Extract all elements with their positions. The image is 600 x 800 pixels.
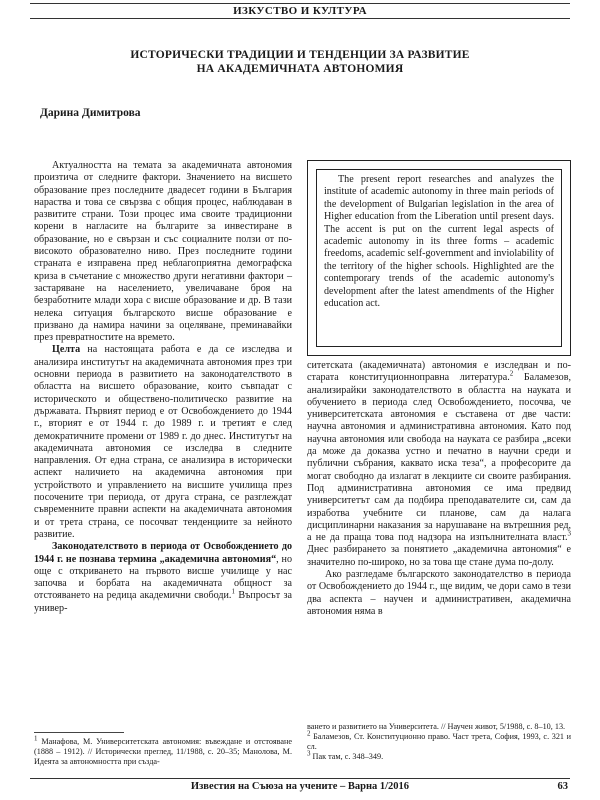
title-line-2: НА АКАДЕМИЧНАТА АВТОНОМИЯ [196,63,404,75]
legislation-tail: Въпросът за универ- [34,590,293,614]
footnote-separator [34,732,124,733]
footnote-2 [307,729,571,752]
section-header: ИЗКУСТВО И КУЛТУРА [30,3,570,19]
left-column [34,160,292,615]
journal-footer: Известия на Съюза на учените – Варна 1/2016 [190,781,410,792]
intro-paragraph: Актуалността на темата за академичната автономия произтича от следните фактори. Значението на висшето образование през последните двадесет години в България нараства и това се свързва с общия процес, наблюдаван в развитите страни. Този процес има своите традиционни корени в нагласите на българите за инвестиране в образование, но е свързан и със социалните ползи от по-високото образователно ниво. През последните години страната е изправена пред неблагоприятна демографска криза в съчетание с множество други негативни фактори – застаряване на населението, увеличаване броя на безработните млади хора с висше образование и др. В тази нелека ситуация българското висше образование е призвано да намира начини за оцеляване, преминавайки през превратностите на времето. [34,160,292,344]
footnote-1-continued: ването и развитието на Университета. // Научен живот, 5/1988, с. 8–10, 13. [307,722,566,731]
author-name: Дарина Димитрова [40,107,141,119]
abstract-inner-frame [316,169,562,347]
footnote-3-text: Пак там, с. 348–349. [310,752,384,761]
continuation-text-c: Днес разбирането за понятието „академична автономия“ е значително по-широко, но за това ще стане дума по-долу. [307,544,571,568]
footnote-1-text: Манафова, М. Университетската автономия: въвеждане и отстояване (1888 – 1912). // Исторически преглед, 11/1988, с. 20–35; Манолова, М. Идеята за автономността при създа- [34,737,292,766]
legislation-text: , но още с откриването на първото висше училище у нас започва и борбата на академичната общност за отстояването на редица академични свободи. [34,553,292,602]
right-column [307,360,571,618]
footnote-ref-1[interactable]: 1 [231,588,235,597]
abstract-box [307,160,571,356]
legislation-lead: Законодателството в периода от Освобождението до 1944 г. не познава термина „академична автономия“ [34,541,292,565]
continuation-text-a: ситетската (академичната) автономия е изследван и по-старата конституционноправна литература. [307,360,571,384]
page-number: 63 [557,781,568,792]
footnote-ref-2[interactable]: 2 [509,369,514,378]
footnote-1-number: 1 [34,734,38,743]
aim-text: на настоящата работа е да се изследва и анализира институтът на академичната автономия през три основни периода в развитието на законодателството в областта на висшето образование, които съвпадат с историческото и обществено-политическо развитие на държавата. Първият период е от Освобождението до 1944 г., вторият е от 1944 г. до 1989 г. и третият е след демократичните промени от 1989 г. до днес. Институтът на академичната автономия се изследва в следните направления. От една страна, се анализира в исторически аспект наличието на академична автономия при устройството и управлението на висшите училища през посочените три периода, от друга страна, се разглеждат съвременните правни аспекти на академичната автономия и от трета страна, се посочват тенденциите за нейното развитие. [34,344,292,540]
footnotes-left [34,734,292,767]
footnote-1 [34,734,292,767]
footnote-3-number: 3 [307,749,311,758]
footnote-ref-3[interactable]: 3 [567,529,571,538]
comparison-paragraph: Ако разгледаме българското законодателство в периода от Освобождението до 1944 г., ще видим, че дори само в тези два аспекта – научен и административен, академична автономия няма в [307,569,571,617]
continuation-paragraph [307,360,571,569]
aim-lead: Целта [52,344,81,356]
aim-paragraph [34,344,292,541]
continuation-text-b: Баламезов, анализирайки законодателството в областта на науката и обучението в периода след Освобождението, посочва, че университетската автономия е съставена от две части: научна автономия и административна автономия. Като под научна автономия или свобода на науката се разбира „всеки да може да доказва устно и печатно в научни среди и публични събрания, каквато иска теза“, а професорите да могат свободно да излагат в лекциите си своите разбирания. Под административна автономия се има предвид университетът сам да подбира преподавателите си, сам да изработва учебните си планове, сам да налага дисциплинарни наказания за нарушаване на вътрешния ред, а не да праща това под надзора на изпълнителната власт. [307,372,571,544]
footnote-2-number: 2 [307,729,311,738]
abstract-text: The present report researches and analyzes the institute of academic autonomy in three main periods of the development of Bulgarian legislation in the area of Higher education from the Liberation until present days. The accent is put on the current legal aspects of academic autonomy in its three forms – academic freedoms, academic self-government and inviolability of the territory of the higher schools. Highlighted are the contemporary trends of the academic autonomy's development after the latest amendments of the Higher education act. [324,174,554,310]
article-title [60,48,540,76]
title-line-1: ИСТОРИЧЕСКИ ТРАДИЦИИ И ТЕНДЕНЦИИ ЗА РАЗВИТИЕ [130,49,470,61]
footnote-2-text: Баламезов, Ст. Конституционно право. Част трета, София, 1993, с. 321 и сл. [307,732,571,751]
legislation-paragraph [34,541,292,615]
footnotes-right [307,722,571,762]
footnote-3 [307,749,571,762]
footer-rule [30,778,570,779]
